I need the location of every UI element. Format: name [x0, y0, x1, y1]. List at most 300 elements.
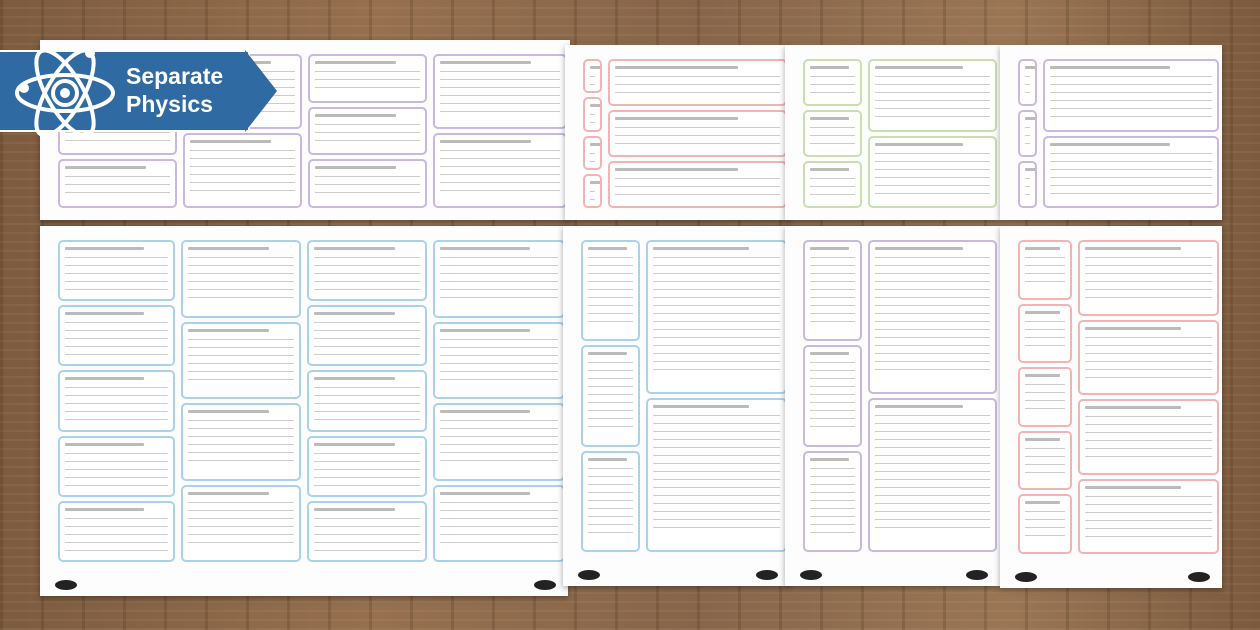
- answer-line: [65, 403, 168, 404]
- question-text-placeholder: [875, 143, 963, 146]
- answer-line: [1025, 84, 1030, 85]
- answer-line: [810, 289, 855, 290]
- answer-line: [810, 273, 855, 274]
- answer-line: [1085, 528, 1212, 529]
- question-box: [1078, 240, 1219, 316]
- answer-line: [440, 158, 560, 159]
- answer-line: [588, 492, 633, 493]
- answer-line: [810, 297, 855, 298]
- publisher-logo: [966, 570, 988, 580]
- answer-line: [875, 92, 990, 93]
- answer-line: [314, 403, 420, 404]
- question-box: [803, 110, 862, 157]
- answer-line: [1025, 127, 1030, 128]
- question-box: [433, 133, 567, 208]
- question-text-placeholder: [314, 508, 395, 511]
- answer-line: [810, 313, 855, 314]
- answer-line: [653, 313, 780, 314]
- answer-line: [440, 518, 558, 519]
- question-text-placeholder: [440, 329, 530, 332]
- answer-line: [1025, 265, 1065, 266]
- answer-line: [440, 526, 558, 527]
- answer-line: [810, 402, 855, 403]
- answer-line: [440, 273, 558, 274]
- answer-line: [875, 177, 990, 178]
- answer-line: [653, 369, 780, 370]
- answer-line: [810, 362, 855, 363]
- question-text-placeholder: [1025, 168, 1036, 171]
- answer-line: [1025, 384, 1065, 385]
- answer-line: [810, 135, 855, 136]
- answer-line: [653, 321, 780, 322]
- answer-line: [810, 532, 855, 533]
- answer-line: [875, 289, 990, 290]
- question-text-placeholder: [875, 247, 963, 250]
- answer-line: [440, 95, 560, 96]
- answer-line: [440, 542, 558, 543]
- question-text-placeholder: [810, 117, 849, 120]
- answer-line: [875, 329, 990, 330]
- question-text-placeholder: [190, 140, 271, 143]
- answer-line: [1085, 281, 1212, 282]
- answer-line: [1085, 265, 1212, 266]
- question-box: [608, 161, 787, 208]
- question-text-placeholder: [314, 377, 395, 380]
- answer-line: [810, 370, 855, 371]
- answer-line: [653, 289, 780, 290]
- answer-line: [810, 426, 855, 427]
- answer-line: [1085, 345, 1212, 346]
- answer-line: [875, 116, 990, 117]
- answer-line: [1025, 448, 1065, 449]
- question-box: [1018, 59, 1037, 106]
- question-text-placeholder: [65, 443, 144, 446]
- answer-line: [615, 178, 780, 179]
- answer-line: [314, 338, 420, 339]
- answer-line: [653, 257, 780, 258]
- answer-line: [188, 444, 294, 445]
- question-box: [1078, 399, 1219, 475]
- answer-line: [875, 297, 990, 298]
- answer-line: [190, 174, 295, 175]
- answer-line: [1050, 185, 1212, 186]
- question-text-placeholder: [315, 114, 396, 117]
- question-box: [581, 451, 640, 552]
- question-box: [803, 451, 862, 552]
- question-box: [181, 322, 301, 400]
- answer-line: [1025, 456, 1065, 457]
- answer-line: [1025, 92, 1030, 93]
- question-text-placeholder: [810, 352, 849, 355]
- answer-line: [188, 347, 294, 348]
- answer-line: [1025, 511, 1065, 512]
- answer-line: [615, 127, 780, 128]
- answer-line: [440, 182, 560, 183]
- answer-line: [810, 76, 855, 77]
- answer-line: [810, 305, 855, 306]
- answer-line: [314, 281, 420, 282]
- question-box: [433, 240, 565, 318]
- answer-line: [188, 339, 294, 340]
- answer-line: [1085, 353, 1212, 354]
- question-box: [308, 54, 427, 103]
- question-text-placeholder: [1085, 327, 1181, 330]
- answer-line: [590, 114, 595, 115]
- answer-line: [314, 542, 420, 543]
- answer-line: [65, 518, 168, 519]
- answer-line: [314, 526, 420, 527]
- answer-line: [588, 524, 633, 525]
- answer-line: [588, 321, 633, 322]
- question-box: [307, 240, 427, 301]
- answer-line: [810, 127, 855, 128]
- answer-line: [65, 289, 168, 290]
- question-box: [608, 59, 787, 106]
- answer-line: [1085, 536, 1212, 537]
- question-box: [803, 59, 862, 106]
- answer-line: [315, 87, 420, 88]
- answer-line: [653, 439, 780, 440]
- answer-line: [615, 92, 780, 93]
- answer-line: [875, 511, 990, 512]
- question-text-placeholder: [590, 66, 601, 69]
- answer-line: [653, 423, 780, 424]
- answer-line: [615, 135, 780, 136]
- answer-line: [588, 378, 633, 379]
- answer-line: [440, 363, 558, 364]
- answer-line: [188, 510, 294, 511]
- question-text-placeholder: [588, 352, 627, 355]
- answer-line: [590, 153, 595, 154]
- question-box: [58, 370, 175, 431]
- answer-line: [1085, 432, 1212, 433]
- answer-line: [440, 444, 558, 445]
- answer-line: [188, 420, 294, 421]
- answer-line: [588, 362, 633, 363]
- answer-line: [1025, 408, 1065, 409]
- answer-line: [875, 76, 990, 77]
- publisher-logo: [756, 570, 778, 580]
- question-text-placeholder: [440, 247, 530, 250]
- answer-line: [65, 330, 168, 331]
- question-box: [583, 136, 602, 170]
- answer-line: [1050, 84, 1212, 85]
- question-text-placeholder: [1085, 486, 1181, 489]
- question-box: [646, 398, 787, 552]
- answer-line: [653, 273, 780, 274]
- answer-line: [440, 534, 558, 535]
- answer-line: [615, 76, 780, 77]
- answer-line: [440, 111, 560, 112]
- question-text-placeholder: [1085, 406, 1181, 409]
- answer-line: [440, 289, 558, 290]
- answer-line: [65, 419, 168, 420]
- answer-line: [440, 190, 560, 191]
- answer-line: [810, 321, 855, 322]
- answer-line: [653, 353, 780, 354]
- answer-line: [65, 322, 168, 323]
- answer-line: [1050, 177, 1212, 178]
- answer-line: [653, 361, 780, 362]
- question-text-placeholder: [315, 61, 396, 64]
- answer-line: [1085, 448, 1212, 449]
- answer-line: [1025, 464, 1065, 465]
- answer-line: [810, 281, 855, 282]
- answer-line: [653, 487, 780, 488]
- question-box: [307, 305, 427, 366]
- answer-line: [875, 257, 990, 258]
- answer-line: [875, 161, 990, 162]
- answer-line: [588, 410, 633, 411]
- question-box: [803, 345, 862, 446]
- answer-line: [590, 76, 595, 77]
- answer-line: [1025, 194, 1030, 195]
- answer-line: [65, 281, 168, 282]
- answer-line: [653, 471, 780, 472]
- answer-line: [653, 345, 780, 346]
- answer-line: [588, 265, 633, 266]
- answer-line: [440, 103, 560, 104]
- answer-line: [190, 182, 295, 183]
- question-text-placeholder: [615, 168, 738, 171]
- answer-line: [65, 257, 168, 258]
- question-text-placeholder: [65, 247, 144, 250]
- answer-line: [653, 415, 780, 416]
- answer-line: [875, 108, 990, 109]
- answer-line: [875, 519, 990, 520]
- answer-line: [590, 84, 595, 85]
- answer-line: [810, 186, 855, 187]
- question-box: [581, 345, 640, 446]
- answer-line: [875, 313, 990, 314]
- answer-line: [440, 174, 560, 175]
- answer-line: [810, 378, 855, 379]
- answer-line: [1085, 456, 1212, 457]
- answer-line: [653, 447, 780, 448]
- question-text-placeholder: [810, 168, 849, 171]
- answer-line: [615, 186, 780, 187]
- answer-line: [65, 265, 168, 266]
- publisher-logo: [1015, 572, 1037, 582]
- answer-line: [314, 346, 420, 347]
- answer-line: [590, 199, 595, 200]
- question-text-placeholder: [810, 66, 849, 69]
- answer-line: [590, 161, 595, 162]
- answer-line: [188, 452, 294, 453]
- answer-line: [875, 439, 990, 440]
- question-box: [181, 403, 301, 481]
- answer-line: [314, 419, 420, 420]
- answer-line: [1025, 535, 1065, 536]
- question-text-placeholder: [1025, 501, 1060, 504]
- worksheet-page: [40, 226, 568, 596]
- answer-line: [1085, 337, 1212, 338]
- answer-line: [190, 190, 295, 191]
- answer-line: [65, 338, 168, 339]
- answer-line: [810, 476, 855, 477]
- answer-line: [440, 347, 558, 348]
- question-text-placeholder: [314, 247, 395, 250]
- answer-line: [875, 337, 990, 338]
- answer-line: [65, 192, 170, 193]
- banner-arrow-tip: [245, 50, 277, 132]
- question-box: [583, 59, 602, 93]
- answer-line: [588, 281, 633, 282]
- answer-line: [1025, 392, 1065, 393]
- question-text-placeholder: [653, 247, 749, 250]
- atom-icon: [10, 38, 120, 148]
- answer-line: [1025, 76, 1030, 77]
- answer-line: [1050, 76, 1212, 77]
- answer-line: [188, 542, 294, 543]
- answer-line: [1085, 273, 1212, 274]
- answer-line: [65, 346, 168, 347]
- answer-line: [314, 461, 420, 462]
- answer-line: [588, 532, 633, 533]
- answer-line: [188, 460, 294, 461]
- answer-line: [615, 84, 780, 85]
- question-box: [1018, 110, 1037, 157]
- question-box: [646, 240, 787, 394]
- question-text-placeholder: [314, 443, 395, 446]
- answer-line: [188, 428, 294, 429]
- answer-line: [65, 273, 168, 274]
- answer-line: [440, 339, 558, 340]
- question-text-placeholder: [1085, 247, 1181, 250]
- answer-line: [65, 387, 168, 388]
- answer-line: [440, 420, 558, 421]
- question-text-placeholder: [440, 492, 530, 495]
- answer-line: [188, 502, 294, 503]
- answer-line: [875, 479, 990, 480]
- answer-line: [810, 257, 855, 258]
- question-box: [868, 59, 997, 132]
- answer-line: [653, 527, 780, 528]
- answer-line: [810, 394, 855, 395]
- answer-line: [810, 84, 855, 85]
- worksheet-page: [1000, 45, 1222, 220]
- answer-line: [1085, 289, 1212, 290]
- answer-line: [810, 410, 855, 411]
- answer-line: [590, 191, 595, 192]
- question-box: [307, 501, 427, 562]
- answer-line: [1025, 337, 1065, 338]
- question-text-placeholder: [875, 66, 963, 69]
- question-box: [308, 107, 427, 156]
- answer-line: [653, 265, 780, 266]
- answer-line: [615, 143, 780, 144]
- question-text-placeholder: [1025, 438, 1060, 441]
- answer-line: [588, 426, 633, 427]
- question-text-placeholder: [615, 66, 738, 69]
- answer-line: [188, 281, 294, 282]
- answer-line: [810, 492, 855, 493]
- question-box: [608, 110, 787, 157]
- question-text-placeholder: [1025, 66, 1036, 69]
- question-text-placeholder: [314, 312, 395, 315]
- question-box: [1018, 431, 1072, 491]
- answer-line: [1050, 161, 1212, 162]
- answer-line: [315, 124, 420, 125]
- answer-line: [440, 452, 558, 453]
- answer-line: [188, 289, 294, 290]
- answer-line: [588, 257, 633, 258]
- question-text-placeholder: [810, 458, 849, 461]
- answer-line: [875, 273, 990, 274]
- answer-line: [810, 484, 855, 485]
- answer-line: [1025, 321, 1065, 322]
- answer-line: [1025, 400, 1065, 401]
- question-text-placeholder: [588, 247, 627, 250]
- answer-line: [653, 431, 780, 432]
- answer-line: [188, 265, 294, 266]
- answer-line: [875, 471, 990, 472]
- answer-line: [653, 455, 780, 456]
- answer-line: [875, 321, 990, 322]
- answer-line: [875, 153, 990, 154]
- answer-line: [188, 371, 294, 372]
- answer-line: [440, 87, 560, 88]
- answer-line: [588, 394, 633, 395]
- answer-line: [588, 289, 633, 290]
- question-box: [181, 485, 301, 563]
- answer-line: [875, 495, 990, 496]
- answer-line: [653, 329, 780, 330]
- question-box: [58, 159, 177, 208]
- answer-line: [875, 100, 990, 101]
- question-box: [58, 240, 175, 301]
- answer-line: [65, 542, 168, 543]
- question-text-placeholder: [440, 61, 531, 64]
- question-box: [433, 485, 565, 563]
- question-text-placeholder: [1050, 66, 1170, 69]
- question-text-placeholder: [653, 405, 749, 408]
- answer-line: [1085, 297, 1212, 298]
- question-text-placeholder: [590, 104, 601, 107]
- answer-line: [65, 485, 168, 486]
- answer-line: [1025, 472, 1065, 473]
- question-text-placeholder: [1025, 117, 1036, 120]
- question-text-placeholder: [1050, 143, 1170, 146]
- answer-line: [314, 257, 420, 258]
- answer-line: [1025, 281, 1065, 282]
- question-box: [1018, 240, 1072, 300]
- answer-line: [588, 402, 633, 403]
- question-box: [1043, 136, 1219, 209]
- answer-line: [1025, 527, 1065, 528]
- answer-line: [1085, 369, 1212, 370]
- answer-line: [1050, 193, 1212, 194]
- answer-line: [810, 516, 855, 517]
- question-box: [1043, 59, 1219, 132]
- answer-line: [65, 176, 170, 177]
- answer-line: [188, 526, 294, 527]
- answer-line: [440, 79, 560, 80]
- answer-line: [440, 355, 558, 356]
- answer-line: [875, 345, 990, 346]
- answer-line: [810, 508, 855, 509]
- banner-title-line1: Separate: [126, 63, 224, 89]
- question-box: [183, 133, 302, 208]
- worksheet-page: [565, 45, 790, 220]
- answer-line: [440, 166, 560, 167]
- question-box: [868, 240, 997, 394]
- answer-line: [440, 379, 558, 380]
- answer-line: [1025, 345, 1065, 346]
- publisher-logo: [55, 580, 77, 590]
- answer-line: [875, 185, 990, 186]
- answer-line: [1050, 108, 1212, 109]
